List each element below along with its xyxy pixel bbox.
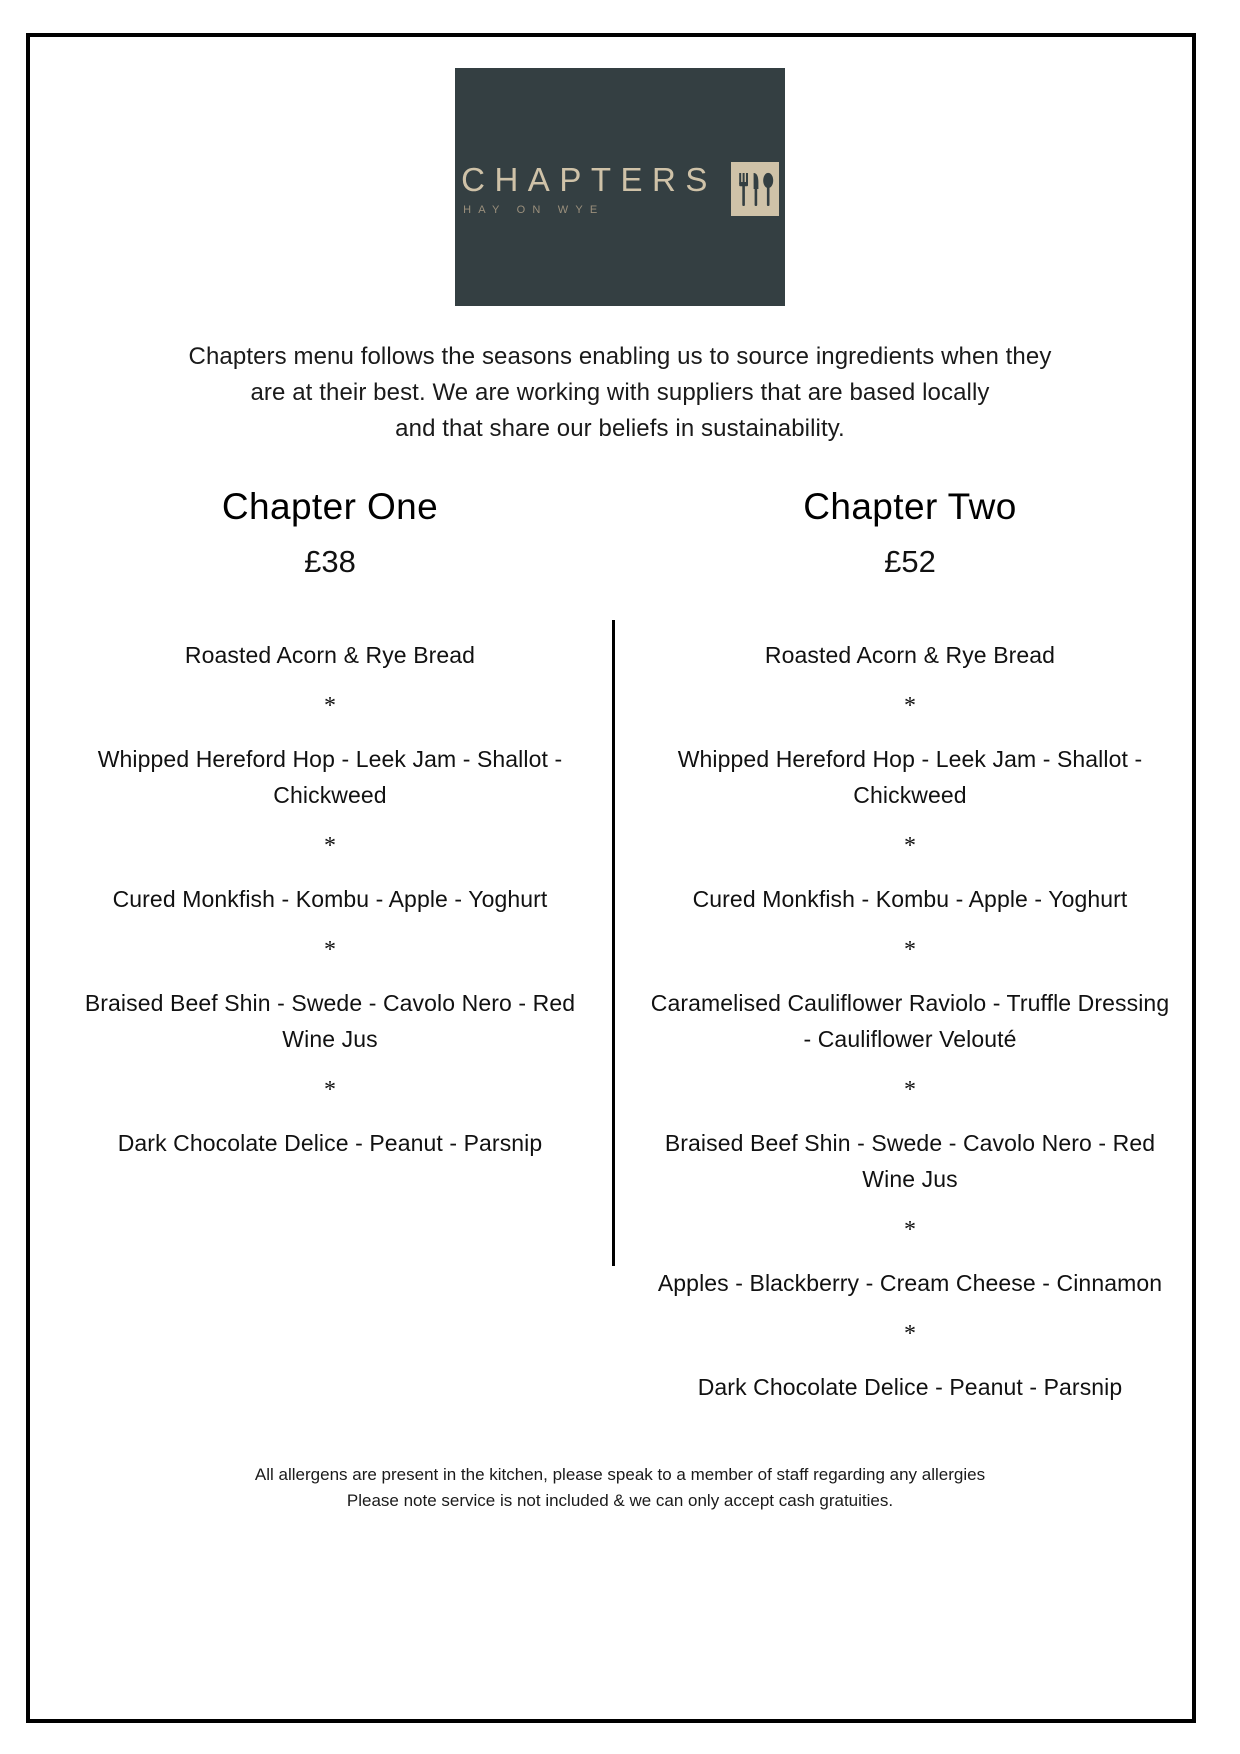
footer-notes (90, 1462, 1150, 1514)
course-item: Whipped Hereford Hop - Leek Jam - Shallot - Chickweed (677, 745, 1143, 808)
course-item: Roasted Acorn & Rye Bread (184, 641, 476, 668)
chapter-one-price: £38 (304, 543, 356, 579)
course-separator: * (324, 692, 336, 719)
course-item: Apples - Blackberry - Cream Cheese - Cinnamon (657, 1269, 1163, 1296)
chapter-one-course-list (68, 637, 592, 1161)
brand-logo (455, 68, 785, 306)
course-item: Caramelised Cauliflower Raviolo - Truffle Dressing - Cauliflower Velouté (650, 989, 1170, 1052)
chapter-two-price: £52 (884, 543, 936, 579)
menu-columns (40, 488, 1200, 1405)
course-separator: * (904, 1216, 916, 1243)
chapter-two-title: Chapter Two (803, 486, 1017, 527)
course-item: Roasted Acorn & Rye Bread (764, 641, 1056, 668)
intro-line-2: are at their best. We are working with suppliers that are based locally (250, 379, 990, 406)
chapter-two-course-list (648, 637, 1172, 1405)
course-item: Dark Chocolate Delice - Peanut - Parsnip (697, 1373, 1123, 1400)
course-separator: * (324, 1076, 336, 1103)
logo-container (0, 68, 1240, 306)
course-separator: * (904, 1076, 916, 1103)
course-separator: * (324, 936, 336, 963)
service-charge-notice: Please note service is not included & we can only accept cash gratuities. (346, 1491, 894, 1510)
course-item: Cured Monkfish - Kombu - Apple - Yoghurt (692, 885, 1128, 912)
chapter-one-title: Chapter One (221, 486, 439, 527)
course-separator: * (904, 832, 916, 859)
intro-line-1: Chapters menu follows the seasons enabling us to source ingredients when they (188, 343, 1052, 370)
course-separator: * (904, 936, 916, 963)
allergen-notice: All allergens are present in the kitchen, please speak to a member of staff regarding any allergies (254, 1465, 986, 1484)
course-item: Whipped Hereford Hop - Leek Jam - Shallot - Chickweed (97, 745, 563, 808)
course-item: Cured Monkfish - Kombu - Apple - Yoghurt (112, 885, 548, 912)
intro-paragraph (120, 339, 1120, 447)
course-item: Braised Beef Shin - Swede - Cavolo Nero - Red Wine Jus (664, 1129, 1156, 1192)
course-separator: * (904, 692, 916, 719)
cutlery-icon (731, 162, 779, 216)
brand-name: CHAPTERS (461, 160, 717, 198)
column-divider (612, 620, 615, 1266)
course-item: Dark Chocolate Delice - Peanut - Parsnip (117, 1129, 543, 1156)
course-separator: * (324, 832, 336, 859)
course-separator: * (904, 1320, 916, 1347)
intro-line-3: and that share our beliefs in sustainability. (395, 415, 845, 442)
chapter-two-column (620, 488, 1200, 1405)
chapter-one-column (40, 488, 620, 1405)
brand-tagline: HAY ON WYE (463, 203, 605, 216)
course-item: Braised Beef Shin - Swede - Cavolo Nero - Red Wine Jus (84, 989, 576, 1052)
